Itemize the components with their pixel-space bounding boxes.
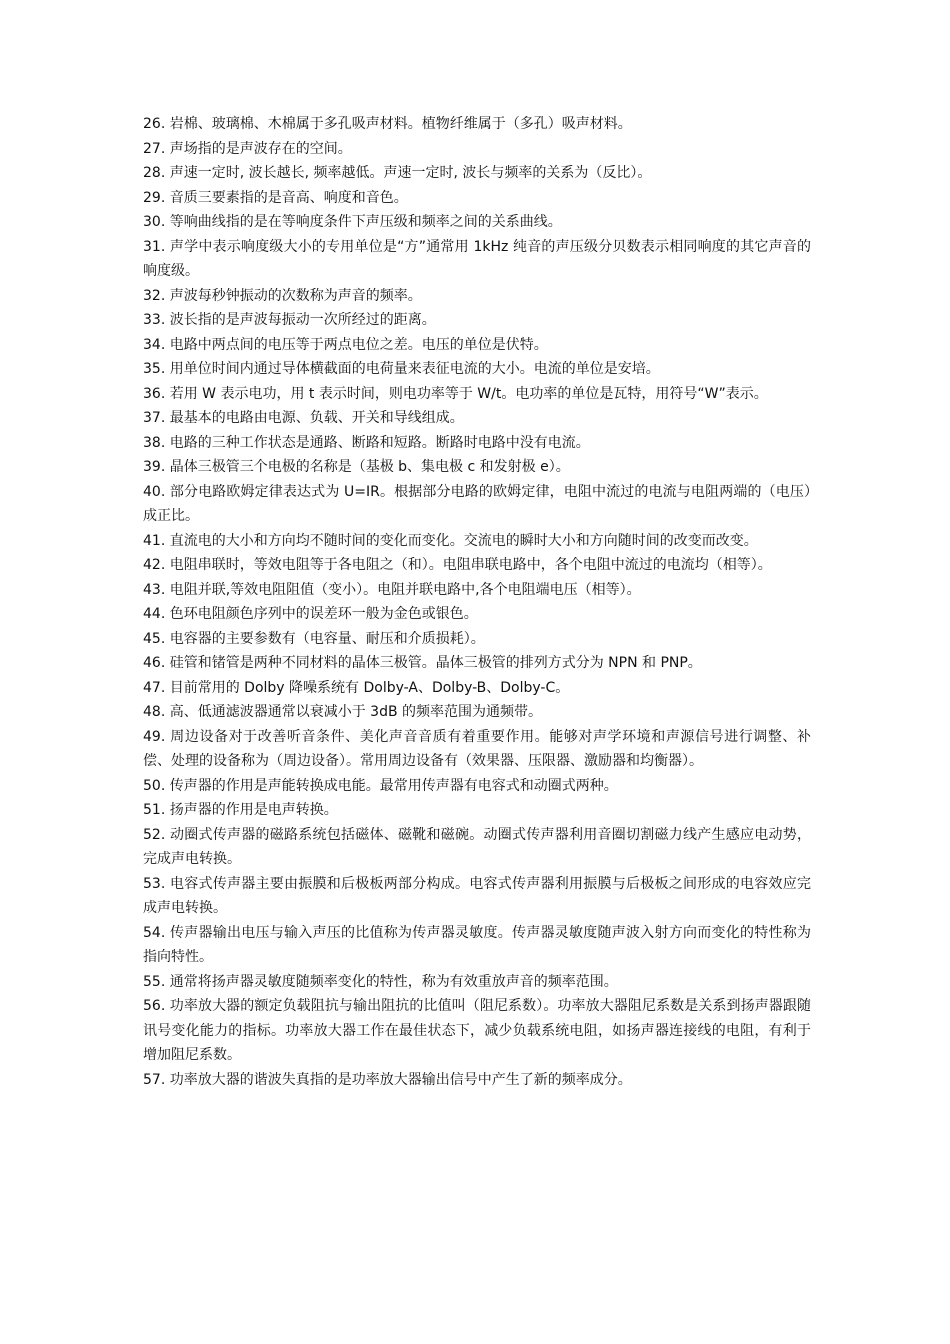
list-item: 51. 扬声器的作用是电声转换。 — [143, 802, 338, 818]
list-item: 40. 部分电路欧姆定律表达式为 U=IR。根据部分电路的欧姆定律，电阻中流过的电流与电阻两端的（电压）成正比。 — [143, 483, 811, 524]
list-item: 32. 声波每秒钟振动的次数称为声音的频率。 — [143, 287, 422, 304]
list-item: 44. 色环电阻颜色序列中的误差环一般为金色或银色。 — [143, 606, 478, 622]
list-item: 34. 电路中两点间的电压等于两点电位之差。电压的单位是伏特。 — [143, 336, 548, 353]
list-item: 31. 声学中表示响度级大小的专用单位是“方”通常用 1kHz 纯音的声压级分贝数表示相同响度的其它声音的响度级。 — [143, 238, 811, 279]
list-item: 43. 电阻并联,等效电阻阻值（变小）。电阻并联电路中,各个电阻端电压（相等）。 — [143, 581, 641, 598]
list-item: 28. 声速一定时, 波长越长, 频率越低。声速一定时, 波长与频率的关系为（反比）。 — [143, 165, 652, 181]
list-item: 30. 等响曲线指的是在等响度条件下声压级和频率之间的关系曲线。 — [143, 214, 562, 230]
list-item: 50. 传声器的作用是声能转换成电能。最常用传声器有电容式和动圈式两种。 — [143, 777, 618, 794]
list-item: 57. 功率放大器的谐波失真指的是功率放大器输出信号中产生了新的频率成分。 — [143, 1071, 632, 1088]
list-item: 37. 最基本的电路由电源、负载、开关和导线组成。 — [143, 410, 464, 426]
list-item: 47. 目前常用的 Dolby 降噪系统有 Dolby-A、Dolby-B、Dolby-C。 — [143, 679, 570, 696]
list-item: 36. 若用 W 表示电功，用 t 表示时间，则电功率等于 W/t。电功率的单位是瓦特，用符号“W”表示。 — [143, 385, 768, 402]
list-item: 26. 岩棉、玻璃棉、木棉属于多孔吸声材料。植物纤维属于（多孔）吸声材料。 — [143, 116, 632, 132]
document-page — [143, 112, 811, 1092]
list-item: 49. 周边设备对于改善听音条件、美化声音音质有着重要作用。能够对声学环境和声源信号进行调整、补偿、处理的设备称为（周边设备）。常用周边设备有（效果器、压限器、激励器和均衡器）。 — [143, 728, 811, 769]
list-item: 27. 声场指的是声波存在的空间。 — [143, 140, 352, 157]
list-item: 56. 功率放大器的额定负载阻抗与输出阻抗的比值叫（阻尼系数）。功率放大器阻尼系数是关系到扬声器跟随讯号变化能力的指标。功率放大器工作在最佳状态下，减少负载系统电阻，如扬声器连接线的电阻，有利于增加阻尼系数。 — [143, 998, 811, 1063]
list-item: 29. 音质三要素指的是音高、响度和音色。 — [143, 189, 408, 206]
list-item: 42. 电阻串联时，等效电阻等于各电阻之（和）。电阻串联电路中，各个电阻中流过的电流均（相等）。 — [143, 557, 772, 573]
list-item: 54. 传声器输出电压与输入声压的比值称为传声器灵敏度。传声器灵敏度随声波入射方向而变化的特性称为指向特性。 — [143, 924, 811, 965]
list-item: 35. 用单位时间内通过导体横截面的电荷量来表征电流的大小。电流的单位是安培。 — [143, 361, 660, 377]
list-item: 39. 晶体三极管三个电极的名称是（基极 b、集电极 c 和发射极 e）。 — [143, 459, 570, 475]
list-item: 55. 通常将扬声器灵敏度随频率变化的特性，称为有效重放声音的频率范围。 — [143, 973, 618, 990]
list-item: 46. 硅管和锗管是两种不同材料的晶体三极管。晶体三极管的排列方式分为 NPN 和 PNP。 — [143, 655, 702, 671]
list-item: 38. 电路的三种工作状态是通路、断路和短路。断路时电路中没有电流。 — [143, 434, 590, 451]
list-item: 45. 电容器的主要参数有（电容量、耐压和介质损耗）。 — [143, 630, 485, 647]
list-item: 53. 电容式传声器主要由振膜和后极板两部分构成。电容式传声器利用振膜与后极板之间形成的电容效应完成声电转换。 — [143, 875, 811, 916]
list-item: 52. 动圈式传声器的磁路系统包括磁体、磁靴和磁碗。动圈式传声器利用音圈切割磁力线产生感应电动势，完成声电转换。 — [143, 826, 811, 867]
list-item: 33. 波长指的是声波每振动一次所经过的距离。 — [143, 312, 436, 328]
list-item: 41. 直流电的大小和方向均不随时间的变化而变化。交流电的瞬时大小和方向随时间的改变而改变。 — [143, 532, 758, 549]
list-item: 48. 高、低通滤波器通常以衰减小于 3dB 的频率范围为通频带。 — [143, 704, 543, 720]
